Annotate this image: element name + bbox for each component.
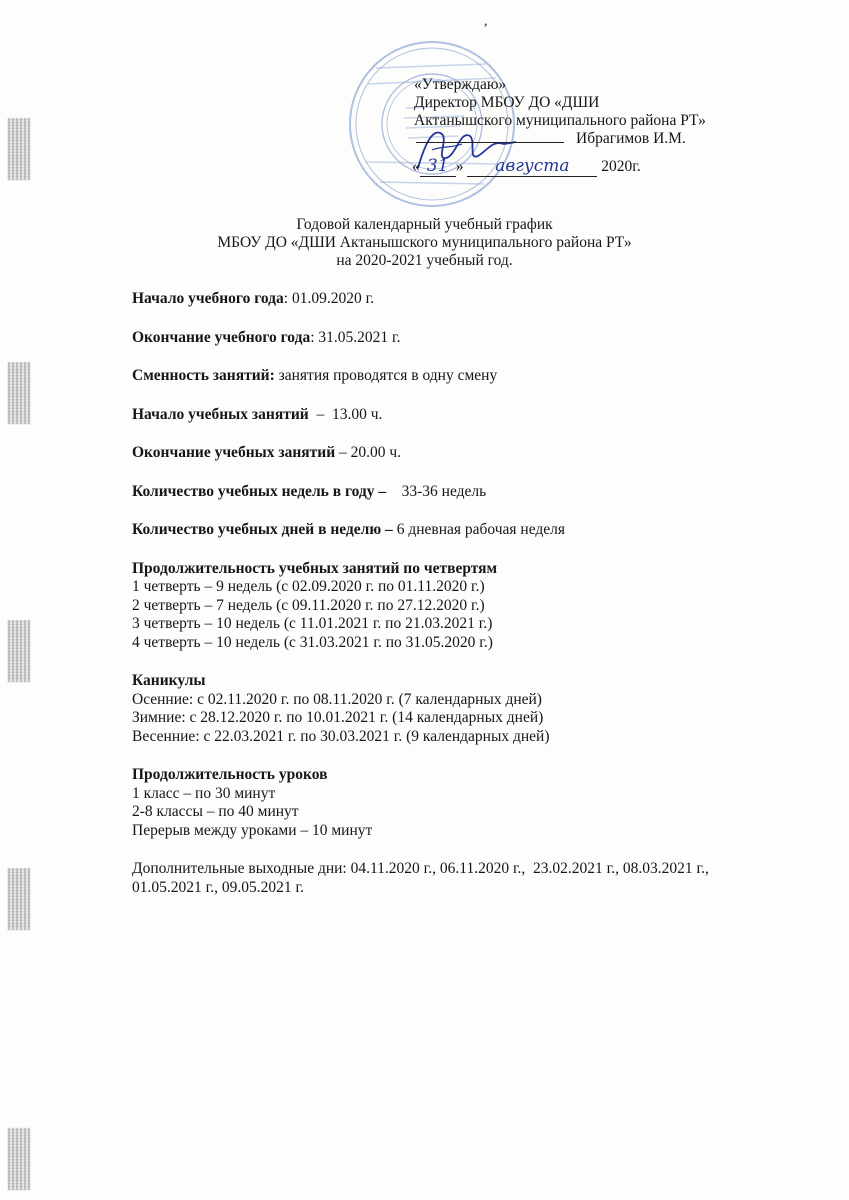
holiday-item: Осенние: с 02.11.2020 г. по 08.11.2020 г. (7 календарных дней)	[132, 690, 542, 708]
document-body	[132, 290, 809, 897]
lessons-heading: Продолжительность уроков	[132, 766, 328, 783]
signature-underline	[416, 130, 564, 143]
holidays-heading: Каникулы	[132, 672, 206, 689]
holiday-item: Весенние: с 22.03.2021 г. по 30.03.2021 г. (9 календарных дней)	[132, 727, 550, 745]
field-weeks: Количество учебных недель в году – 33-36 недель	[132, 482, 487, 500]
title-line-3: на 2020-2021 учебный год.	[336, 252, 513, 269]
director-line: Директор МБОУ ДО «ДШИ	[414, 94, 600, 111]
quarters-heading: Продолжительность учебных занятий по четвертям	[132, 559, 498, 577]
lesson-item: 2-8 классы – по 40 минут	[132, 803, 299, 820]
district-line: Актанышского муниципального района РТ»	[414, 112, 706, 129]
date-day-field	[420, 156, 456, 177]
holiday-item: Зимние: с 28.12.2020 г. по 10.01.2021 г. (14 календарных дней)	[132, 709, 544, 726]
title-line-2: МБОУ ДО «ДШИ Актанышского муниципального района РТ»	[217, 234, 632, 251]
field-start-year: Начало учебного года: 01.09.2020 г.	[132, 290, 375, 307]
scan-artifact	[8, 620, 30, 682]
quarter-item: 3 четверть – 10 недель (с 11.01.2021 г. по 21.03.2021 г.)	[132, 615, 493, 632]
date-quote-close: »	[455, 158, 464, 175]
approval-block	[386, 76, 706, 148]
approve-word: «Утверждаю»	[414, 76, 507, 93]
lesson-item: Перерыв между уроками – 10 минут	[132, 821, 373, 839]
scan-artifact	[8, 118, 30, 180]
approval-date	[412, 156, 641, 177]
field-days: Количество учебных дней в неделю – 6 дневная рабочая неделя	[132, 521, 566, 538]
quarter-item: 2 четверть – 7 недель (с 09.11.2020 г. по 27.12.2020 г.)	[132, 596, 485, 614]
lesson-item: 1 класс – по 30 минут	[132, 784, 276, 802]
field-classes-start: Начало учебных занятий – 13.00 ч.	[132, 405, 383, 423]
extra-days-line-2: 01.05.2021 г., 09.05.2021 г.	[132, 878, 304, 896]
quarter-item: 1 четверть – 9 недель (с 02.09.2020 г. по 01.11.2020 г.)	[132, 578, 485, 595]
field-shifts: Сменность занятий: занятия проводятся в одну смену	[132, 367, 498, 384]
signature-line	[386, 130, 706, 148]
scan-artifact	[8, 868, 30, 930]
director-name: Ибрагимов И.М.	[576, 130, 686, 147]
scan-artifact	[8, 1128, 30, 1190]
document-title	[0, 216, 849, 270]
date-month-field	[467, 156, 597, 177]
field-end-year: Окончание учебного года: 31.05.2021 г.	[132, 328, 401, 346]
title-line-1: Годовой календарный учебный график	[296, 216, 553, 233]
extra-days-line-1: Дополнительные выходные дни: 04.11.2020 г., 06.11.2020 г., 23.02.2021 г., 08.03.2021 г.,	[132, 860, 709, 877]
stray-mark: ,	[484, 14, 488, 29]
quarter-item: 4 четверть – 10 недель (с 31.03.2021 г. по 31.05.2020 г.)	[132, 633, 493, 651]
date-quote-open: «	[412, 158, 420, 175]
date-month: августа	[495, 156, 570, 176]
date-day: 31	[426, 156, 449, 176]
scan-artifact	[8, 362, 30, 424]
field-classes-end: Окончание учебных занятий – 20.00 ч.	[132, 444, 402, 461]
date-year: 2020г.	[601, 158, 641, 175]
